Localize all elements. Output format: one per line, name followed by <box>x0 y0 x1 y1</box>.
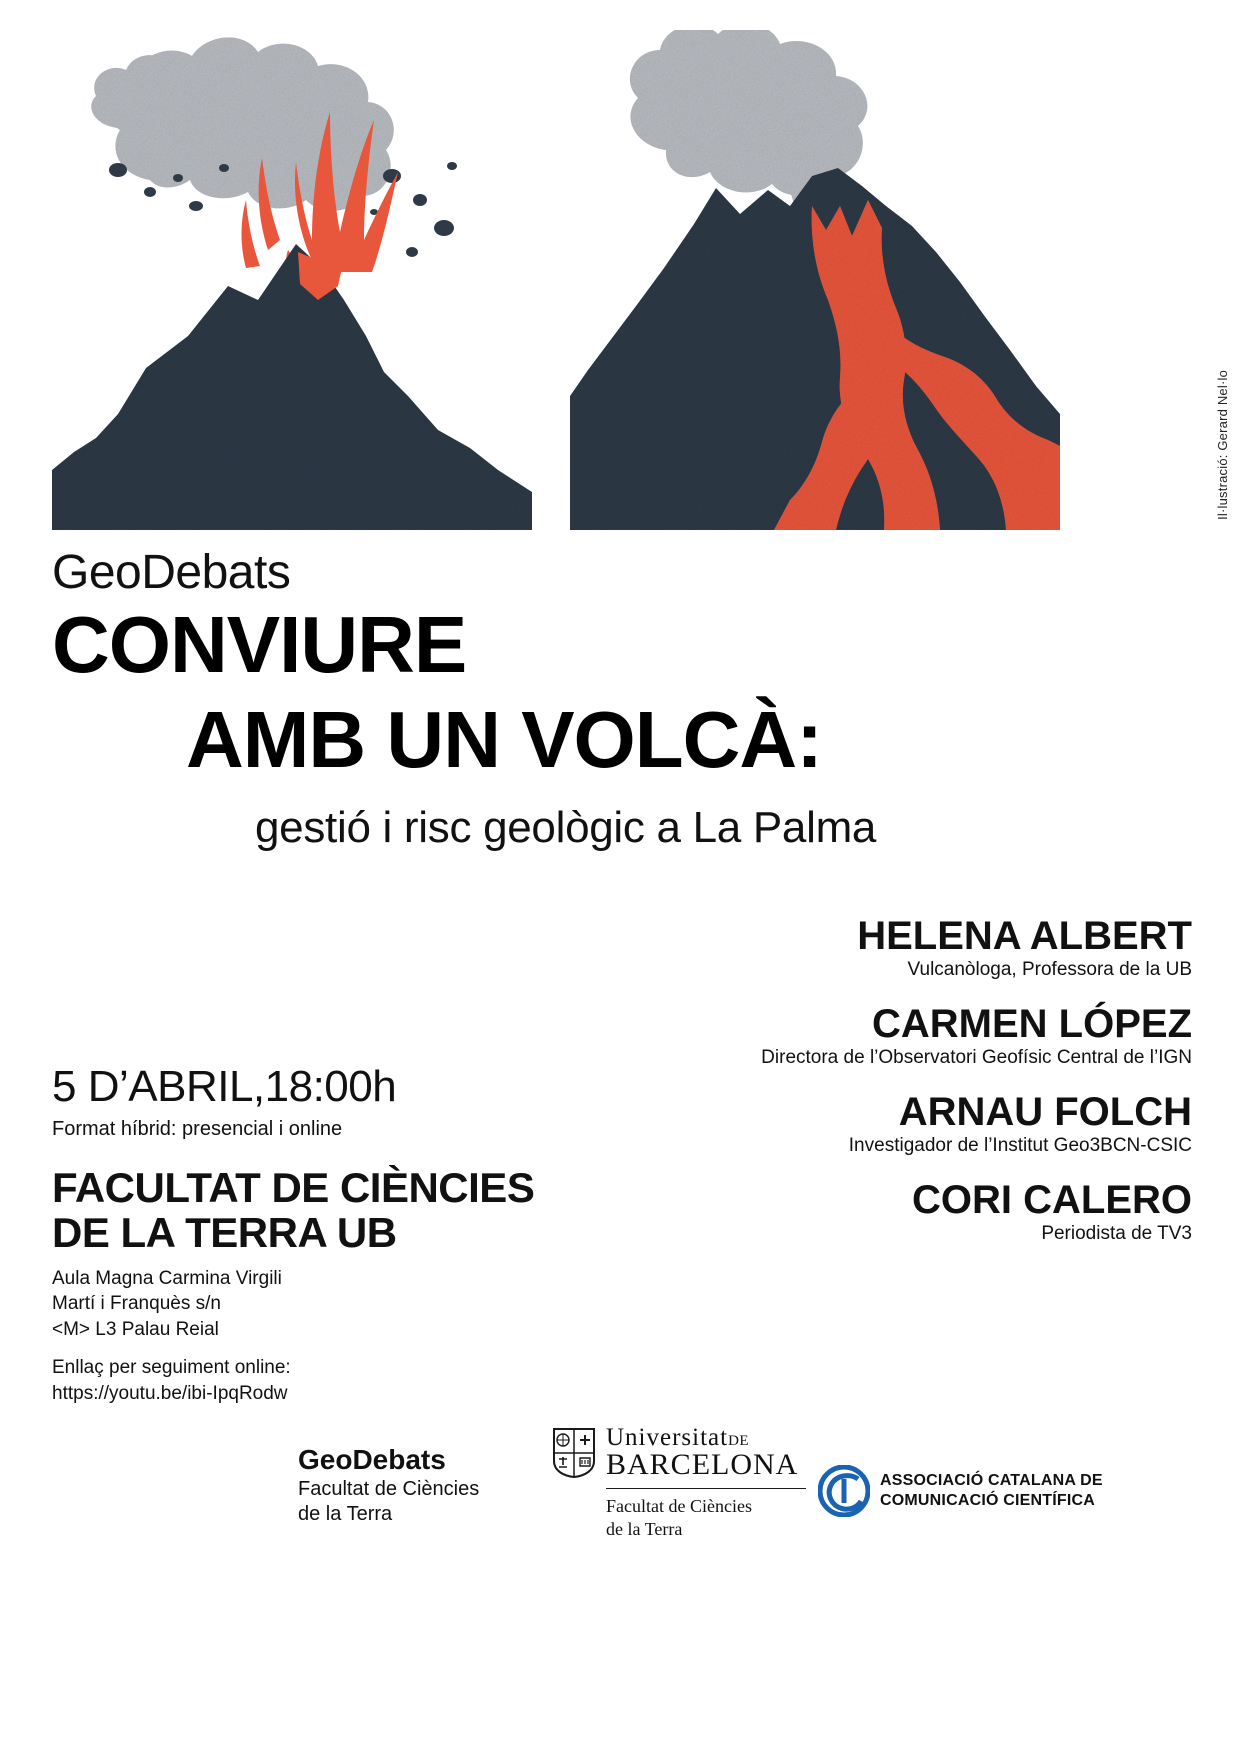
acc-circle-icon <box>818 1465 870 1517</box>
venue-address-line-3: <M> L3 Palau Reial <box>52 1319 219 1340</box>
ash-cloud-left <box>91 37 394 210</box>
ub-divider <box>606 1488 806 1489</box>
speaker-role: Periodista de TV3 <box>1041 1223 1192 1244</box>
speaker-name: CORI CALERO <box>912 1178 1192 1222</box>
ub-name-de: DE <box>728 1433 750 1449</box>
speaker-item <box>572 1091 1192 1157</box>
speaker-role: Directora de l’Observatori Geofísic Central de l’IGN <box>761 1047 1192 1068</box>
ub-faculty <box>606 1495 812 1540</box>
speaker-role: Vulcanòloga, Professora de la UB <box>907 959 1192 980</box>
online-link-label: Enllaç per seguiment online: <box>52 1357 291 1378</box>
volcano-eruption-panel <box>52 37 532 530</box>
event-date-time <box>52 1062 396 1112</box>
venue-name-line-2: DE LA TERRA UB <box>52 1209 397 1257</box>
geodebats-logo-line-2: de la Terra <box>298 1502 393 1525</box>
event-time: 18:00h <box>264 1062 397 1111</box>
ub-faculty-line-1: Facultat de Ciències <box>606 1496 752 1516</box>
series-title: GeoDebats <box>52 546 291 599</box>
illustration-credit: Il·lustració: Gerard Nel·lo <box>1215 370 1230 520</box>
poster-title-line-1: CONVIURE <box>52 600 467 689</box>
geodebats-logo-line-1: Facultat de Ciències <box>298 1477 480 1500</box>
ub-faculty-line-2: de la Terra <box>606 1518 683 1539</box>
event-date: 5 D’ABRIL, <box>52 1062 265 1111</box>
volcano-lava-flow-panel <box>570 23 1060 530</box>
event-format: Format híbrid: presencial i online <box>52 1118 343 1140</box>
poster-illustration <box>0 0 1240 560</box>
geodebats-logo-title: GeoDebats <box>298 1444 446 1475</box>
event-venue-block <box>52 1165 534 1343</box>
speaker-item <box>572 1003 1192 1069</box>
ub-name-line-2: BARCELONA <box>606 1448 799 1481</box>
volcano-illustration-svg <box>0 0 1240 560</box>
acc-logo <box>818 1465 1103 1517</box>
speaker-role: Investigador de l’Institut Geo3BCN-CSIC <box>848 1135 1192 1156</box>
poster-title-line-2: AMB UN VOLCÀ: <box>186 695 822 784</box>
footer-logos <box>0 1425 1240 1605</box>
online-link-url[interactable]: https://youtu.be/ibi-IpqRodw <box>52 1382 288 1404</box>
event-date-block <box>52 1062 396 1141</box>
speaker-name: ARNAU FOLCH <box>898 1090 1192 1134</box>
acc-name-line-1: ASSOCIACIÓ CATALANA DE <box>880 1472 1103 1489</box>
venue-address-line-1: Aula Magna Carmina Virgili <box>52 1267 282 1289</box>
speaker-name: HELENA ALBERT <box>857 914 1192 958</box>
online-link-block <box>52 1355 291 1406</box>
venue-address-line-2: Martí i Franquès s/n <box>52 1293 221 1315</box>
geodebats-logo <box>298 1443 479 1527</box>
venue-address <box>52 1266 534 1343</box>
universitat-de-barcelona-logo <box>552 1425 812 1540</box>
speaker-item <box>572 1179 1192 1245</box>
volcano-cone-left <box>52 244 532 530</box>
ub-crest-icon <box>552 1427 596 1479</box>
speaker-item <box>572 915 1192 981</box>
ub-name-line-1: Universitat <box>606 1424 729 1451</box>
speaker-name: CARMEN LÓPEZ <box>872 1002 1192 1046</box>
venue-name-line-1: FACULTAT DE CIÈNCIES <box>52 1164 535 1211</box>
poster-subtitle: gestió i risc geològic a La Palma <box>255 803 877 852</box>
acc-name-line-2: COMUNICACIÓ CIENTÍFICA <box>880 1492 1096 1509</box>
speakers-list <box>572 915 1192 1267</box>
